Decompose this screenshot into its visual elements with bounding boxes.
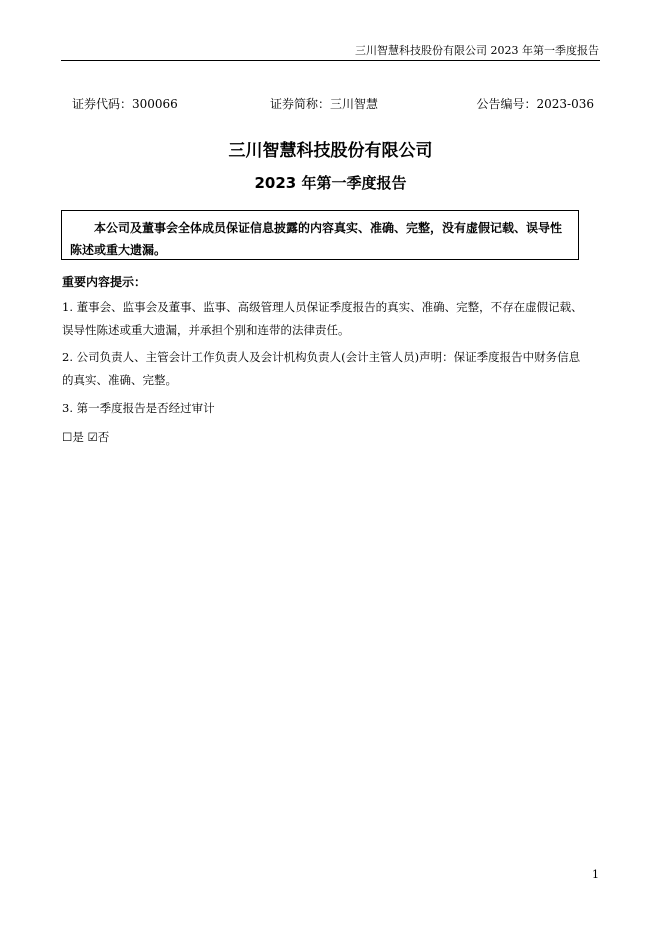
audit-yes-label: 是	[72, 430, 84, 444]
report-title: 2023 年第一季度报告	[254, 174, 407, 192]
page-number: 1	[592, 868, 599, 881]
statement-text: 本公司及董事会全体成员保证信息披露的内容真实、准确、完整，没有虚假记载、误导性陈述或重大遗漏。	[70, 221, 563, 257]
important-item-1: 1. 董事会、监事会及董事、监事、高级管理人员保证季度报告的真实、准确、完整，不存在虚假记载、误导性陈述或重大遗漏，并承担个别和连带的法律责任。	[62, 300, 583, 337]
announcement-number: 公告编号：2023-036	[476, 97, 594, 111]
important-item-2: 2. 公司负责人、主管会计工作负责人及会计机构负责人(会计主管人员)声明：保证季度报告中财务信息的真实、准确、完整。	[62, 350, 581, 387]
company-title: 三川智慧科技股份有限公司	[228, 141, 433, 161]
important-item-3: 3. 第一季度报告是否经过审计	[62, 401, 215, 415]
important-heading: 重要内容提示：	[62, 275, 147, 289]
info-row	[72, 95, 594, 111]
header-divider	[61, 60, 600, 61]
audit-no-label: 否	[97, 430, 110, 444]
stock-abbreviation: 证券简称：三川智慧	[270, 97, 379, 111]
running-header: 三川智慧科技股份有限公司 2023 年第一季度报告	[355, 44, 599, 57]
stock-code: 证券代码：300066	[72, 97, 178, 111]
unchecked-box-icon: ☐	[62, 430, 73, 444]
statement-box	[61, 210, 579, 260]
checked-box-icon: ☑	[87, 430, 98, 444]
audit-choice	[62, 427, 109, 447]
